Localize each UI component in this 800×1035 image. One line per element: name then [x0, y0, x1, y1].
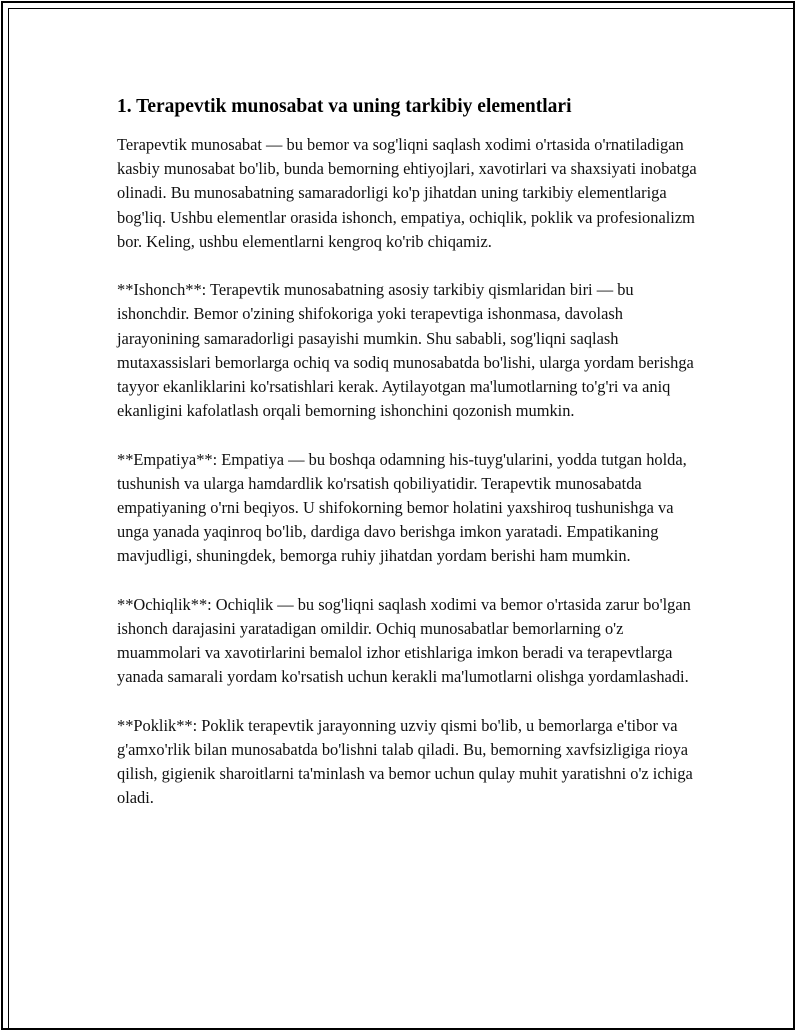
paragraph-empatiya: **Empatiya**: Empatiya — bu boshqa odamning his-tuyg'ularini, yodda tutgan holda, tushunish va ularga hamdardlik ko'rsatish qobiliyatidir. Terapevtik munosabatda empatiyaning o'rni beqiyos. U shifokorning bemor holatini yaxshiroq tushunishga va unga yanada yaqinroq bo'lib, dardiga davo berishga imkon yaratadi. Empatikaning mavjudligi, shuningdek, bemorga ruhiy jihatdan yordam berishi ham mumkin.	[117, 449, 687, 566]
paragraph-ochiqlik: **Ochiqlik**: Ochiqlik — bu sog'liqni saqlash xodimi va bemor o'rtasida zarur bo'lgan ishonch darajasini yaratadigan omildir. Ochiq munosabatlar bemorlarning o'z muammolari va xavotirlarini bemalol izhor etishlariga imkon beradi va terapevtlarga yanada samarali yordam ko'rsatish uchun kerakli ma'lumotlarni olishga yordamlashadi.	[117, 594, 691, 687]
section-heading: 1. Terapevtik munosabat va uning tarkibiy elementlari	[117, 96, 572, 117]
intro-paragraph: Terapevtik munosabat — bu bemor va sog'liqni saqlash xodimi o'rtasida o'rnatiladigan kasbiy munosabat bo'lib, bunda bemorning ehtiyojlari, xavotirlari va shaxsiyati inobatga olinadi. Bu munosabatning samaradorligi ko'p jihatdan uning tarkibiy elementlariga bog'liq. Ushbu elementlar orasida ishonch, empatiya, ochiqlik, poklik va profesionalizm bor. Keling, ushbu elementlarni kengroq ko'rib chiqamiz.	[117, 135, 697, 251]
paragraph-ishonch: **Ishonch**: Terapevtik munosabatning asosiy tarkibiy qismlaridan biri — bu ishonchdir. Bemor o'zining shifokoriga yoki terapevtiga ishonmasa, davolash jarayonining samaradorligi pasayishi mumkin. Shu sababli, sog'liqni saqlash mutaxassislari bemorlarga ochiq va sodiq munosabatda bo'lishi, ularga yordam berishga tayyor ekanliklarini ko'rsatishlari kerak. Aytilayotgan ma'lumotlarning to'g'ri va aniq ekanligini kafolatlash orqali bemorning ishonchini qozonish mumkin.	[117, 280, 694, 421]
document-body	[117, 93, 697, 835]
paragraph-poklik: **Poklik**: Poklik terapevtik jarayonning uzviy qismi bo'lib, u bemorlarga e'tibor va g'amxo'rlik bilan munosabatda bo'lishni talab qiladi. Bu, bemorning xavfsizligiga rioya qilish, gigienik sharoitlarni ta'minlash va bemor uchun qulay muhit yaratishni o'z ichiga oladi.	[117, 715, 693, 808]
